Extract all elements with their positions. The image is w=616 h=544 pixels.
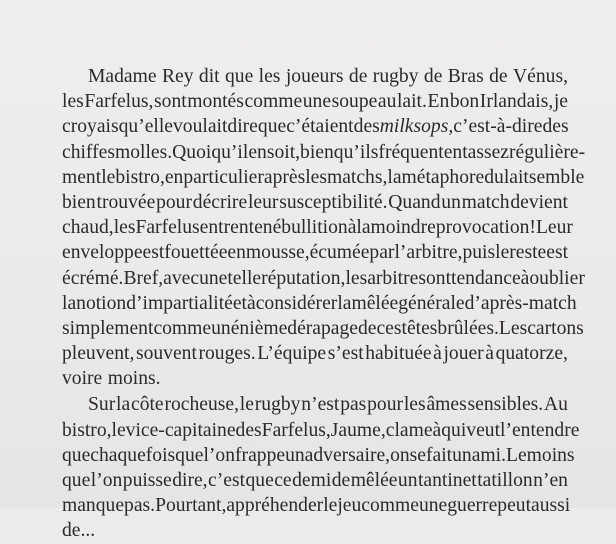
text-line: chaud, les Farfelus entrent en ébullition à la moindre provocation ! Leur bbox=[62, 217, 573, 239]
text-line: simplement comme un énième dérapage de ces têtes brûlées. Les cartons bbox=[62, 317, 584, 339]
paragraph-1 bbox=[62, 64, 586, 391]
text-line: Sur la côte rocheuse, le rugby n’est pas pour les âmes sensibles. Au bbox=[88, 394, 568, 416]
text-line: écrémé. Bref, avec une telle réputation, les arbitres ont tendance à oublier bbox=[62, 267, 585, 289]
text-line: que chaque fois que l’on frappe un adversaire, on se fait un ami. Le moins bbox=[62, 444, 575, 466]
text-line: bistro, le vice-capitaine des Farfelus, Jaume, clame à qui veut l’entendre bbox=[62, 419, 580, 441]
text-line: pleuvent, souvent rouges. L’équipe s’est habituée à jouer à quatorze, bbox=[62, 343, 568, 365]
text-line: bien trouvée pour décrire leur susceptibilité. Quand un match devient bbox=[62, 191, 568, 213]
text-line: la notion d’impartialité et à considérer la mêlée générale d’après-match bbox=[62, 292, 577, 314]
text-line: enveloppe est fouettée en mousse, écumée par l’arbitre, puis le reste est bbox=[62, 242, 569, 264]
text-line: ment le bistro, en particulier après les matchs, la métaphore du lait semble bbox=[62, 166, 585, 188]
text-line: manque pas. Pourtant, appréhender le jeu comme une guerre peut aussi bbox=[62, 495, 571, 517]
body-text bbox=[62, 64, 586, 542]
text-line: les Farfelus, sont montés comme une soupe au lait. En bon Irlandais, je bbox=[62, 91, 568, 113]
text-line: que l’on puisse dire, c’est que ce demi de mêlée un tantinet tatillon n’en bbox=[62, 470, 568, 491]
text-line: voire moins. bbox=[62, 368, 161, 390]
text-line: croyais qu’elle voulait dire que c’étaient des milksops, c’est-à-dire des bbox=[62, 116, 569, 138]
text-line: chiffes molles. Quoi qu’il en soit, bien qu’ils fréquentent assez régulière- bbox=[62, 141, 586, 163]
text-line: Madame Rey dit que les joueurs de rugby de Bras de Vénus, bbox=[88, 66, 568, 87]
paragraph-2 bbox=[62, 392, 580, 542]
text-line: de... bbox=[62, 520, 96, 542]
